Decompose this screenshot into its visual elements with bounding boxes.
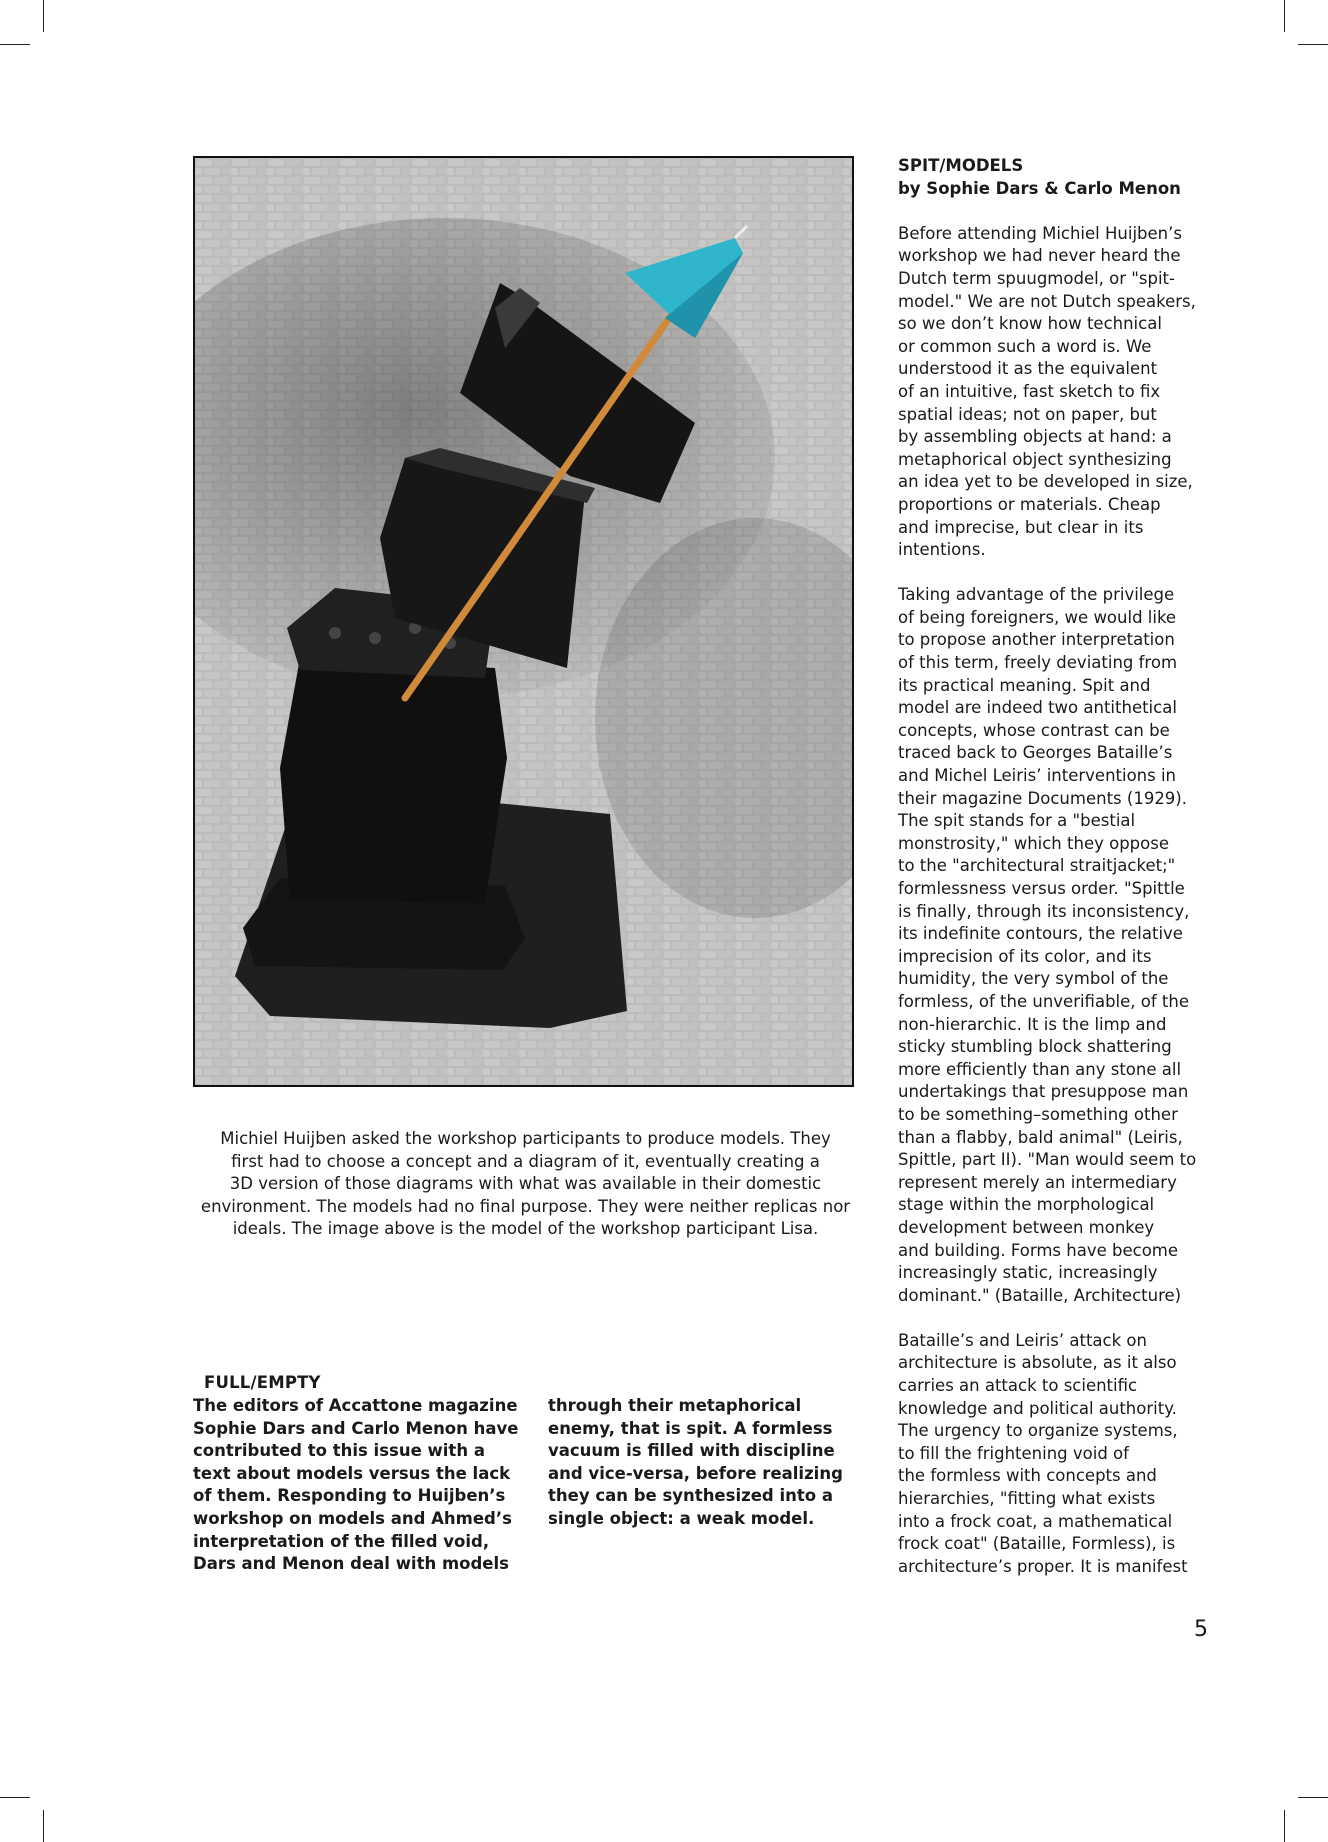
text-line: of an intuitive, fast sketch to fix: [898, 381, 1161, 401]
text-line: than a flabby, bald animal" (Leiris,: [898, 1127, 1183, 1147]
text-line: text about models versus the lack: [193, 1463, 511, 1483]
sidebar-title: FULL/EMPTY: [204, 1373, 321, 1392]
text-line: they can be synthesized into a: [548, 1486, 833, 1506]
text-line: proportions or materials. Cheap: [898, 494, 1161, 514]
text-line: non-hierarchic. It is the limp and: [898, 1014, 1167, 1034]
text-line: represent merely an intermediary: [898, 1172, 1177, 1192]
model-photo: [193, 156, 854, 1087]
crop-mark: [43, 1810, 44, 1842]
text-line: model are indeed two antithetical: [898, 698, 1177, 718]
text-line: and vice-versa, before realizing: [548, 1463, 843, 1483]
text-line: by assembling objects at hand: a: [898, 427, 1172, 447]
text-line: workshop we had never heard the: [898, 246, 1181, 266]
crop-mark: [1284, 0, 1285, 32]
text-line: and Michel Leiris’ interventions in: [898, 766, 1177, 786]
caption-line: first had to choose a concept and a diagram of it, eventually creating a: [231, 1151, 820, 1171]
text-line: through their metaphorical: [548, 1396, 802, 1415]
text-line: increasingly static, increasingly: [898, 1263, 1158, 1283]
text-line: spatial ideas; not on paper, but: [898, 404, 1157, 424]
text-line: understood it as the equivalent: [898, 359, 1158, 379]
text-line: stage within the morphological: [898, 1195, 1155, 1215]
text-line: to propose another interpretation: [898, 630, 1175, 650]
text-line: its practical meaning. Spit and: [898, 675, 1151, 695]
crop-mark: [0, 44, 30, 45]
text-line: development between monkey: [898, 1217, 1155, 1237]
pot-hole: [329, 627, 341, 639]
text-line: so we don’t know how technical: [898, 314, 1162, 334]
crop-mark: [0, 1797, 30, 1798]
text-line: monstrosity," which they oppose: [898, 833, 1169, 853]
article-paragraph: [898, 1330, 1228, 1579]
text-line: formless, of the unverifiable, of the: [898, 991, 1189, 1011]
text-line: and building. Forms have become: [898, 1240, 1179, 1260]
text-line: contributed to this issue with a: [193, 1441, 485, 1461]
caption-line: environment. The models had no final purpose. They were neither replicas nor: [200, 1196, 851, 1216]
text-line: traced back to Georges Bataille’s: [898, 743, 1173, 763]
text-line: to be something–something other: [898, 1104, 1178, 1124]
text-line: architecture is absolute, as it also: [898, 1353, 1177, 1373]
text-line: imprecision of its color, and its: [898, 946, 1152, 966]
text-line: the formless with concepts and: [898, 1466, 1157, 1486]
crop-mark: [1298, 44, 1328, 45]
text-line: Sophie Dars and Carlo Menon have: [193, 1418, 519, 1438]
page-number: 5: [1194, 1617, 1208, 1642]
text-line: Dars and Menon deal with models: [193, 1554, 509, 1574]
text-line: The spit stands for a "bestial: [898, 811, 1136, 831]
caption-line: ideals. The image above is the model of the workshop participant Lisa.: [232, 1219, 819, 1238]
photo-caption: [193, 1128, 858, 1241]
text-line: Dutch term spuugmodel, or "spit-: [898, 268, 1175, 288]
article-paragraph: [898, 223, 1228, 562]
text-line: of this term, freely deviating from: [898, 653, 1178, 673]
text-line: vacuum is filled with discipline: [548, 1441, 835, 1461]
text-line: concepts, whose contrast can be: [898, 720, 1170, 740]
text-line: Bataille’s and Leiris’ attack on: [898, 1330, 1147, 1350]
text-line: and imprecise, but clear in its: [898, 517, 1144, 537]
text-line: an idea yet to be developed in size,: [898, 472, 1193, 492]
text-line: humidity, the very symbol of the: [898, 969, 1169, 989]
text-line: frock coat" (Bataille, Formless), is: [898, 1534, 1176, 1554]
text-line: architecture’s proper. It is manifest: [898, 1556, 1188, 1576]
text-line: workshop on models and Ahmed’s: [193, 1508, 512, 1528]
pot-bottom: [280, 658, 507, 903]
article-column: [898, 155, 1228, 1578]
text-line: intentions.: [898, 540, 986, 560]
text-line: to the "architectural straitjacket;": [898, 856, 1176, 876]
text-line: Taking advantage of the privilege: [898, 585, 1175, 605]
text-line: single object: a weak model.: [548, 1508, 815, 1528]
text-line: The editors of Accattone magazine: [193, 1396, 518, 1415]
article-byline: by Sophie Dars & Carlo Menon: [898, 178, 1181, 198]
text-line: into a frock coat, a mathematical: [898, 1511, 1173, 1531]
text-line: to fill the frightening void of: [898, 1443, 1129, 1463]
text-line: metaphorical object synthesizing: [898, 449, 1172, 469]
text-line: its indefinite contours, the relative: [898, 924, 1183, 944]
crop-mark: [43, 0, 44, 32]
crop-mark: [1284, 1810, 1285, 1842]
text-line: dominant." (Bataille, Architecture): [898, 1285, 1182, 1305]
text-line: model." We are not Dutch speakers,: [898, 291, 1196, 311]
text-line: interpretation of the filled void,: [193, 1531, 490, 1551]
text-line: is finally, through its inconsistency,: [898, 901, 1190, 921]
text-line: knowledge and political authority.: [898, 1398, 1177, 1418]
text-line: carries an attack to scientific: [898, 1376, 1138, 1396]
text-line: enemy, that is spit. A formless: [548, 1418, 833, 1438]
crop-mark: [1298, 1797, 1328, 1798]
sidebar-column-left: [193, 1395, 518, 1576]
article-title: SPIT/MODELS: [898, 156, 1024, 175]
text-line: Spittle, part II). "Man would seem to: [898, 1150, 1197, 1170]
text-line: of them. Responding to Huijben’s: [193, 1486, 506, 1506]
text-line: their magazine Documents (1929).: [898, 788, 1187, 808]
text-line: undertakings that presuppose man: [898, 1082, 1189, 1102]
text-line: hierarchies, "fitting what exists: [898, 1489, 1156, 1509]
model-photo-illustration: [195, 158, 852, 1085]
article-paragraph: [898, 584, 1228, 1307]
text-line: more efficiently than any stone all: [898, 1059, 1182, 1079]
text-line: formlessness versus order. "Spittle: [898, 879, 1185, 898]
text-line: of being foreigners, we would like: [898, 607, 1177, 627]
caption-line: 3D version of those diagrams with what was available in their domestic: [229, 1174, 822, 1193]
text-line: or common such a word is. We: [898, 336, 1152, 356]
pot-hole: [369, 632, 381, 644]
text-line: The urgency to organize systems,: [898, 1421, 1178, 1441]
sidebar-column-right: [548, 1395, 843, 1531]
caption-line: Michiel Huijben asked the workshop participants to produce models. They: [220, 1129, 831, 1148]
text-line: sticky stumbling block shattering: [898, 1037, 1172, 1057]
text-line: Before attending Michiel Huijben’s: [898, 223, 1182, 243]
